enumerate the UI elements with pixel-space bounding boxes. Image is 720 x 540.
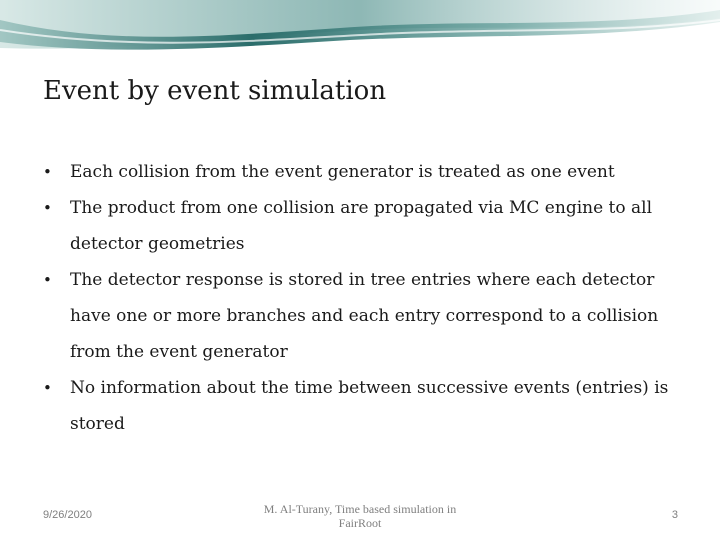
bullet-dot-icon: • (43, 199, 52, 217)
bullet-dot-icon: • (43, 379, 52, 397)
bullet-item (43, 154, 693, 190)
footer-date: 9/26/2020 (43, 509, 92, 521)
bullet-dot-icon: • (43, 163, 52, 181)
header-wave-decoration (0, 0, 720, 60)
bullet-item (43, 190, 693, 262)
slide-title: Event by event simulation (43, 76, 387, 106)
bullet-item (43, 262, 693, 370)
bullet-text: The detector response is stored in tree entries where each detector have one or more branches and each entry correspond to a collision from the event generator (70, 270, 659, 362)
footer-page-number: 3 (671, 509, 678, 521)
bullet-dot-icon: • (43, 271, 52, 289)
bullet-text: Each collision from the event generator is treated as one event (70, 162, 615, 182)
bullet-list (43, 154, 693, 442)
bullet-text: The product from one collision are propagated via MC engine to all detector geometries (70, 198, 653, 254)
footer-author-title: M. Al-Turany, Time based simulation in FairRoot (263, 502, 457, 530)
bullet-item (43, 370, 693, 442)
bullet-text: No information about the time between successive events (entries) is stored (70, 378, 669, 434)
